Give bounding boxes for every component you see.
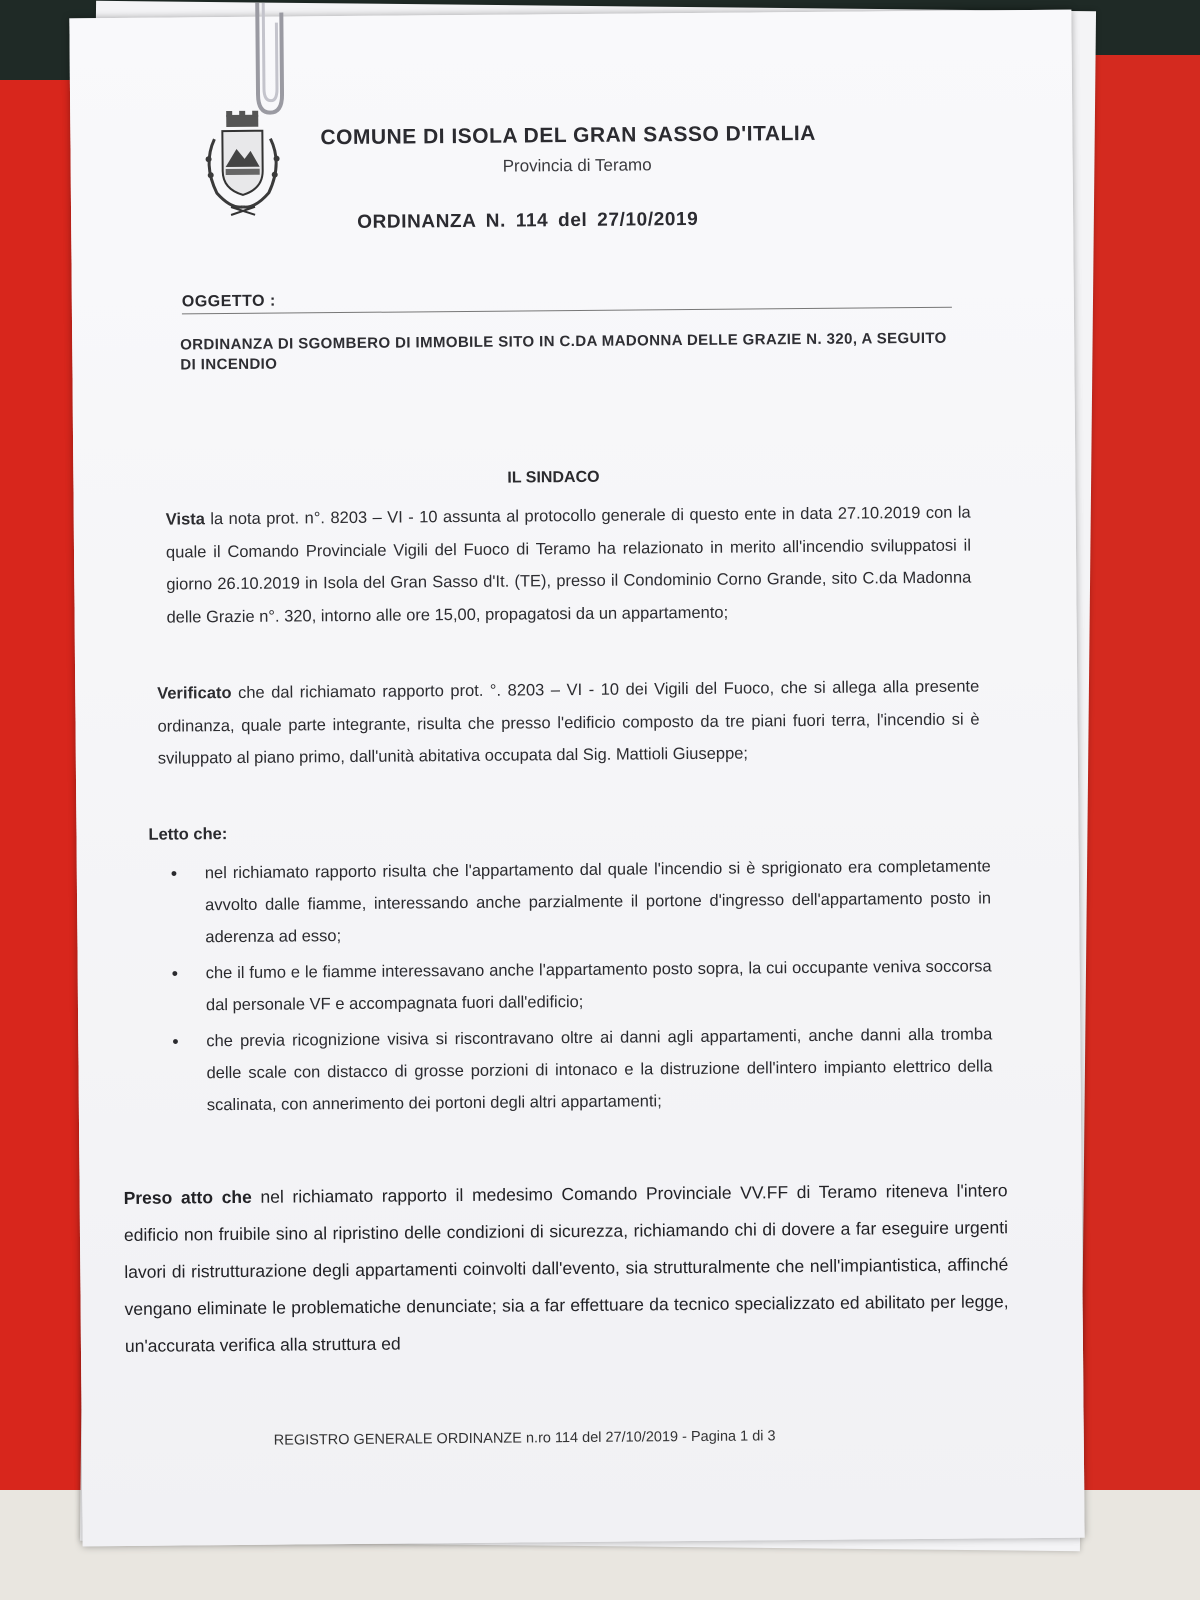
document-page [69,10,1084,1547]
paragraph-vista [166,497,972,634]
paragraph-body: la nota prot. n°. 8203 – VI - 10 assunta al protocollo generale di questo ente in data 27.10.2019 con la quale il Comando Provinciale Vigili del Fuoco di Teramo ha relazionato in merito all'incendio sviluppatosi il giorno 26.10.2019 in Isola del Gran Sasso d'It. (TE), presso il Condominio Corno Grande, sito C.da Madonna delle Grazie n°. 320, intorno alle ore 15,00, propagatosi da un appartamento; [165,503,972,627]
paragraph-lead: Verificato [157,684,232,703]
paper-clip-icon [249,3,286,123]
ordinance-number: ORDINANZA N. 114 del 27/10/2019 [357,208,699,233]
subject-label: OGGETTO : [181,292,276,311]
municipality-title: COMUNE DI ISOLA DEL GRAN SASSO D'ITALIA [320,121,816,150]
letto-list [169,850,993,1125]
paragraph-lead: Preso atto che [123,1186,252,1208]
province-subtitle: Provincia di Teramo [502,155,652,176]
list-item: • che il fumo e le fiamme interessavano anche l'appartamento posto sopra, la cui occupante veniva soccorsa dal personale VF e accompagnata fuori dall'edificio; [170,950,993,1021]
footer-register: REGISTRO GENERALE ORDINANZE [273,1430,522,1449]
subject-divider [182,307,952,315]
coat-of-arms-icon [192,108,293,221]
section-heading: IL SINDACO [507,468,600,487]
paragraph-lead: Vista [165,510,205,529]
page-footer [274,1428,776,1448]
letto-heading: Letto che: [148,825,228,844]
paragraph-body: che dal richiamato rapporto prot. °. 8203 – VI - 10 dei Vigili del Fuoco, che si allega alla presente ordinanza, quale parte integrante, risulta che presso l'edificio composto da tre piani fuori terra, l'incendio si è sviluppato al piano primo, dall'unità abitativa occupata dal Sig. Mattioli Giuseppe; [157,677,980,768]
paragraph-preso [123,1172,1009,1365]
subject-text: ORDINANZA DI SGOMBERO DI IMMOBILE SITO IN C.DA MADONNA DELLE GRAZIE N. 320, A SEGUITO DI INCENDIO [180,329,947,374]
paragraph-verificato [157,670,980,775]
footer-page-info: n.ro 114 del 27/10/2019 - Pagina 1 di 3 [521,1428,776,1447]
list-item: • nel richiamato rapporto risulta che l'appartamento dal quale l'incendio si è sprigionato era completamente avvolto dalle fiamme, interessando anche parzialmente il portone d'ingresso dell'appartamento posto in aderenza ad esso; [169,850,992,953]
paragraph-body: nel richiamato rapporto il medesimo Comando Provinciale VV.FF di Teramo riteneva l'intero edificio non fruibile sino al ripristino delle condizioni di sicurezza, richiamando chi di dovere a far eseguire urgenti lavori di ristrutturazione degli appartamenti coinvolti dall'evento, sia strutturalmente che nell'impiantistica, affinché vengano eliminate le problematiche denunciate; sia a far effettuare da tecnico specializzato ed abilitato per legge, un'accurata verifica alla struttura ed [123,1180,1009,1356]
list-item: • che previa ricognizione visiva si riscontravano oltre ai danni agli appartamenti, anche danni alla tromba delle scale con distacco di grosse porzioni di intonaco e la distruzione dell'intero impianto elettrico della scalinata, con annerimento dei portoni degli altri appartamenti; [170,1018,993,1121]
